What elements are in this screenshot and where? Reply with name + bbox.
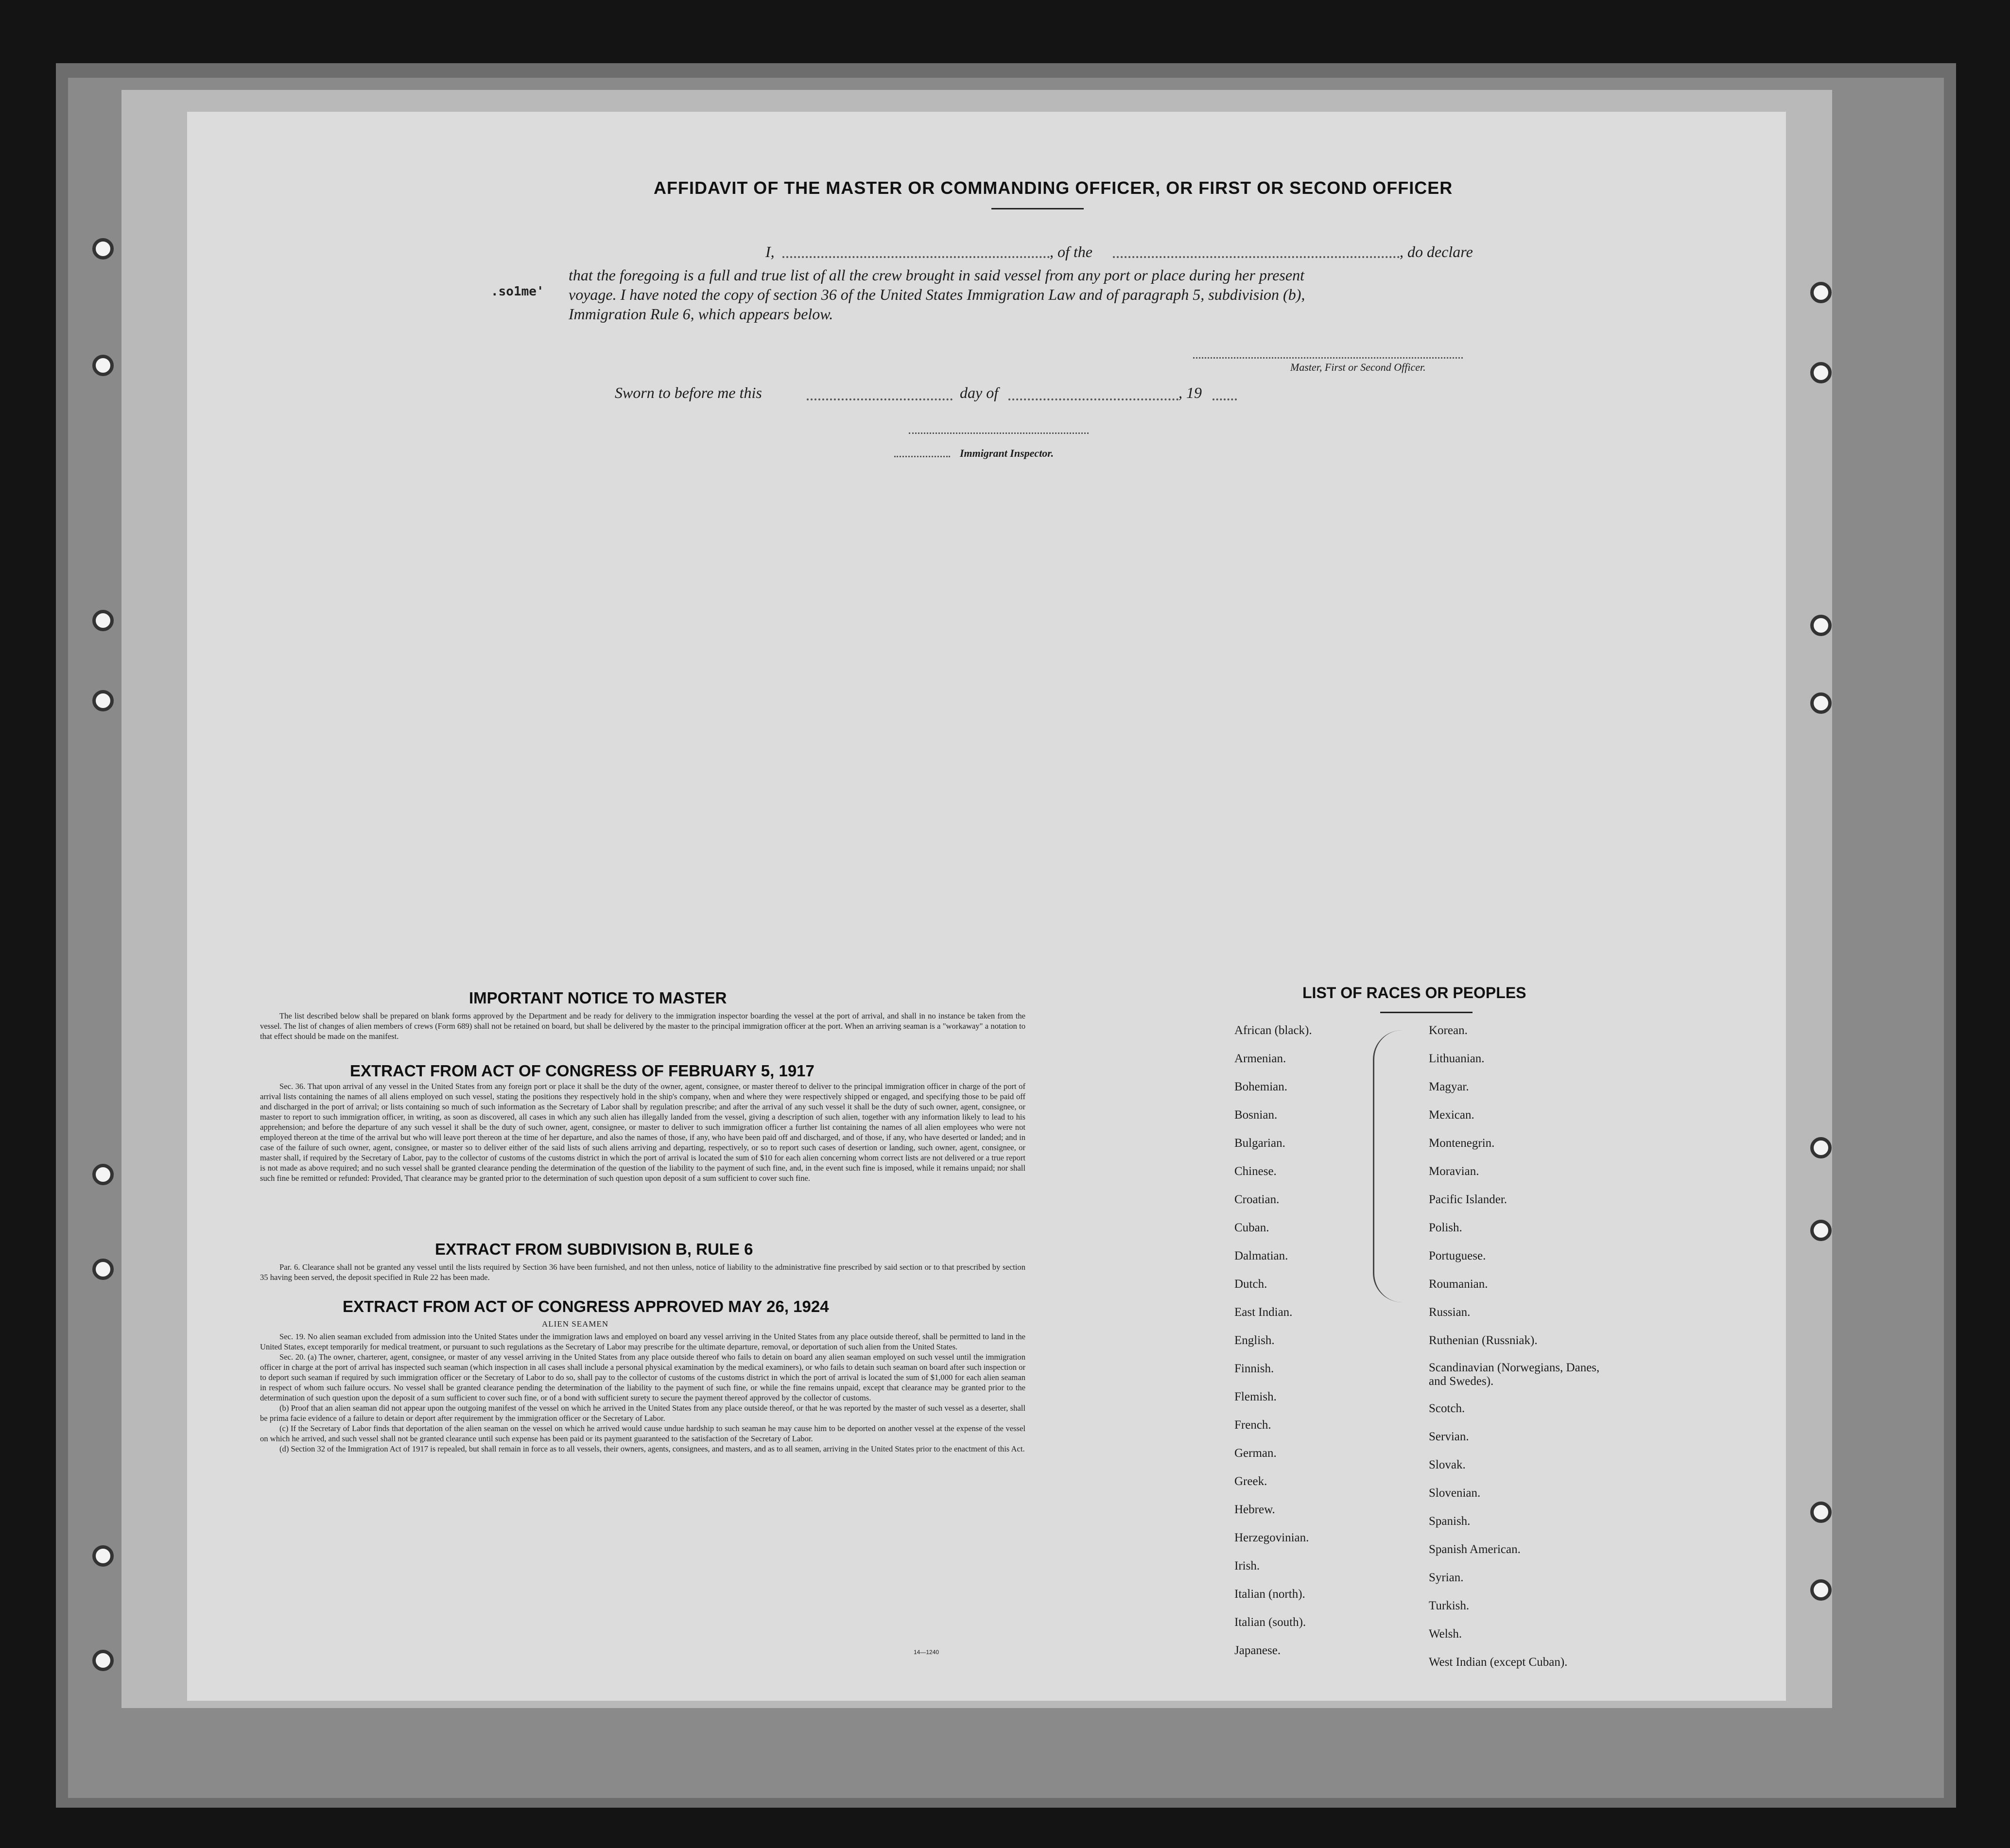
race-item: Bulgarian.	[1234, 1137, 1285, 1150]
race-item: Servian.	[1429, 1430, 1469, 1443]
race-item: East Indian.	[1234, 1306, 1293, 1319]
affidavit-line3: voyage. I have noted the copy of section 36 of the United States Immigration Law and of paragraph 5, subdivision (b),	[569, 286, 1305, 303]
binder-hole-icon	[92, 610, 114, 631]
binder-hole-icon	[1810, 282, 1832, 303]
binder-hole-icon	[1810, 615, 1832, 636]
inspector-blank-short[interactable]	[894, 456, 950, 457]
race-item: Mexican.	[1429, 1108, 1474, 1122]
race-item: Lithuanian.	[1429, 1052, 1485, 1065]
binder-hole-icon	[92, 1650, 114, 1671]
margin-stamp: .so1me'	[491, 284, 544, 299]
race-item: Chinese.	[1234, 1165, 1277, 1178]
race-item: Dalmatian.	[1234, 1249, 1288, 1262]
race-item: Finnish.	[1234, 1362, 1274, 1375]
sworn-day-of: day of	[960, 384, 999, 401]
race-item: German.	[1234, 1447, 1277, 1460]
race-item: Scandinavian (Norwegians, Danes, and Swedes).	[1429, 1361, 1600, 1388]
race-item: Magyar.	[1429, 1080, 1469, 1093]
alien-seamen-subtitle: ALIEN SEAMEN	[542, 1319, 609, 1329]
binder-hole-icon	[92, 690, 114, 711]
affidavit-line2: that the foregoing is a full and true list of all the crew brought in said vessel from any port or place during her present	[569, 266, 1304, 284]
race-item: Roumanian.	[1429, 1278, 1488, 1291]
inspector-label: Immigrant Inspector.	[960, 447, 1054, 459]
extract-1917-text: Sec. 36. That upon arrival of any vessel in the United States from any foreign port or place it shall be the duty of the owner, agent, consignee, or master thereof to deliver to the principal immigration officer in charge of the port of arrival lists containing the names of all aliens employed on such vessel, stating the positions they respectively hold in the ship's company, when and where they were respectively shipped or engaged, and specifying those to be paid off and discharged in the port of arrival; or lists containing so much of such information as the Secretary of Labor shall by regulation prescribe; and after the arrival of any such vessel it shall be the duty of such owner, agent, consignee, or master to report to such immigration officer, in writing, as soon as discovered, all cases in which any such alien has illegally landed from the vessel, giving a description of such alien, together with any information likely to lead to his apprehension; and before the departure of any such vessel it shall be the duty of such owner, agent, consignee, or master to deliver to such immigration officer a further list containing the names of all alien employees who were not employed thereon at the time of the arrival but who will leave port thereon at the time of her departure, and also the names of those, if any, who have been paid off and discharged, and of those, if any, who have deserted or landed; and in case of the failure of such owner, agent, consignee, or master so to deliver either of the said lists of such aliens arriving and departing, respectively, or so to report such cases of desertion or landing, such owner, agent, consignee, or master shall, if required by the Secretary of Labor, pay to the collector of customs of the customs district in which the port of arrival is located the sum of $10 for each alien concerning whom correct lists are not delivered or a true report is not made as above required; and no such vessel shall be granted clearance pending the determination of the question of the liability to the payment of such fine, and, in the event such fine is imposed, while it remains unpaid; nor shall such fine be remitted or refunded: Provided, That clearance may be granted prior to the determination of such question upon deposit of a sum sufficient to cover such fine.	[260, 1082, 1025, 1183]
race-item: Moravian.	[1429, 1165, 1479, 1178]
binder-hole-icon	[1810, 362, 1832, 383]
affidavit-of-the: , of the	[1050, 243, 1092, 260]
affidavit-title: AFFIDAVIT OF THE MASTER OR COMMANDING OFFICER, OR FIRST OR SECOND OFFICER	[654, 178, 1453, 198]
race-item: Hebrew.	[1234, 1503, 1275, 1516]
extract-rule6-text: Par. 6. Clearance shall not be granted any vessel until the lists required by Section 36 have been furnished, and not then unless, notice of liability to the administrative fine prescribed by said section or to that prescribed by section 35 having been served, the deposit specified in Rule 22 has been made.	[260, 1262, 1025, 1282]
race-item: Spanish.	[1429, 1515, 1471, 1528]
extract-rule6-title: EXTRACT FROM SUBDIVISION B, RULE 6	[435, 1240, 753, 1258]
form-code: 14—1240	[914, 1649, 939, 1656]
race-item: Croatian.	[1234, 1193, 1280, 1206]
binder-hole-icon	[92, 1259, 114, 1280]
race-item: Dutch.	[1234, 1278, 1267, 1291]
binder-hole-icon	[1810, 1579, 1832, 1601]
signature-blank[interactable]	[1193, 357, 1463, 359]
race-item: French.	[1234, 1418, 1271, 1432]
race-item: Bohemian.	[1234, 1080, 1288, 1093]
race-item: Irish.	[1234, 1559, 1260, 1572]
race-item: Japanese.	[1234, 1644, 1281, 1657]
races-title-rule	[1380, 1012, 1473, 1013]
binder-hole-icon	[92, 355, 114, 376]
race-item: Ruthenian (Russniak).	[1429, 1334, 1538, 1347]
race-item: Welsh.	[1429, 1627, 1462, 1641]
binder-hole-icon	[1810, 692, 1832, 714]
race-item: Pacific Islander.	[1429, 1193, 1508, 1206]
sworn-year-blank[interactable]	[1213, 398, 1237, 400]
race-item: Cuban.	[1234, 1221, 1269, 1234]
race-item: Herzegovinian.	[1234, 1531, 1309, 1544]
affidavit-i: I,	[765, 243, 775, 260]
race-item: Korean.	[1429, 1024, 1468, 1037]
race-item: African (black).	[1234, 1024, 1312, 1037]
extract-1924-text: Sec. 19. No alien seaman excluded from admission into the United States under the immigration laws and employed on board any vessel arriving in the United States from any place outside thereof, shall be permitted to land in the United States, except temporarily for medical treatment, or pursuant to such regulations as the Secretary of Labor may prescribe for the ultimate departure, removal, or deportation of such alien from the United States. Sec. 20. (a) The owner, charterer, agent, consignee, or master of any vessel arriving in the United States from any place outside thereof who fails to detain on board any alien seaman employed on such vessel until the immigration officer in charge at the port of arrival has inspected such seaman (which inspection in all cases shall include a personal physical examination by the medical examiners), or who fails to detain such seaman on board after such inspection or to deport such seaman if required by such immigration officer or the Secretary of Labor to do so, shall pay to the collector of customs of the customs district in which the port of arrival is located the sum of $1,000 for each alien seaman in respect of whom such failure occurs. No vessel shall be granted clearance pending the determination of the liability to the payment of such fine, or while the fine remains unpaid, except that clearance may be granted prior to the determination of such question upon the deposit of a sum sufficient to cover such fine, or of a bond with sufficient surety to secure the payment thereof approved by the collector of customs. (b) Proof that an alien seaman did not appear upon the outgoing manifest of the vessel on which he arrived in the United States from any place outside thereof, or that he was reported by the master of such vessel as a deserter, shall be prima facie evidence of a failure to detain or deport after requirement by the immigration officer or the Secretary of Labor. (c) If the Secretary of Labor finds that deportation of the alien seaman on the vessel on which he arrived would cause undue hardship to such seaman he may cause him to be deported on another vessel at the expense of the vessel on which he arrived, and such vessel shall not be granted clearance until such expense has been paid or its payment guaranteed to the satisfaction of the Secretary of Labor. (d) Section 32 of the Immigration Act of 1917 is repealed, but shall remain in force as to all vessels, their owners, agents, consignees, and masters, and as to all seamen, arriving in the United States prior to the enactment of this Act.	[260, 1332, 1025, 1453]
race-item: Portuguese.	[1429, 1249, 1486, 1262]
extract-1924-title: EXTRACT FROM ACT OF CONGRESS APPROVED MAY 26, 1924	[343, 1297, 829, 1315]
form-page	[187, 112, 1786, 1701]
race-item: Russian.	[1429, 1306, 1471, 1319]
inspector-blank[interactable]	[909, 432, 1089, 434]
race-item: Slovenian.	[1429, 1486, 1481, 1500]
affidavit-line4: Immigration Rule 6, which appears below.	[569, 305, 833, 323]
races-left-list	[1234, 1023, 1312, 1671]
binder-hole-icon	[92, 1545, 114, 1567]
sworn-prefix: Sworn to before me this	[615, 384, 762, 401]
race-item: Greek.	[1234, 1475, 1267, 1488]
race-item: Flemish.	[1234, 1390, 1277, 1403]
sworn-year: , 19	[1178, 384, 1202, 401]
race-item: West Indian (except Cuban).	[1429, 1656, 1568, 1669]
binder-hole-icon	[1810, 1220, 1832, 1241]
notice-title: IMPORTANT NOTICE TO MASTER	[469, 989, 727, 1007]
name-blank[interactable]	[782, 256, 1050, 258]
race-item: Turkish.	[1429, 1599, 1470, 1612]
vessel-blank[interactable]	[1113, 256, 1400, 258]
binder-hole-icon	[1810, 1137, 1832, 1158]
bracket-decoration	[1373, 1030, 1408, 1302]
binder-hole-icon	[1810, 1502, 1832, 1523]
extract-1917-title: EXTRACT FROM ACT OF CONGRESS OF FEBRUARY 5, 1917	[350, 1062, 814, 1080]
race-item: Spanish American.	[1429, 1543, 1521, 1556]
race-item: Scotch.	[1429, 1402, 1465, 1415]
binder-hole-icon	[92, 1164, 114, 1185]
race-item: English.	[1234, 1334, 1275, 1347]
race-item: Italian (north).	[1234, 1588, 1305, 1601]
race-item: Polish.	[1429, 1221, 1462, 1234]
race-item: Syrian.	[1429, 1571, 1464, 1584]
title-rule	[991, 208, 1084, 209]
affidavit-declare: , do declare	[1400, 243, 1473, 260]
race-item: Slovak.	[1429, 1458, 1466, 1471]
races-right-list	[1429, 1023, 1604, 1683]
race-item: Armenian.	[1234, 1052, 1286, 1065]
sworn-month-blank[interactable]	[1008, 398, 1178, 400]
race-item: Bosnian.	[1234, 1108, 1278, 1122]
notice-text: The list described below shall be prepared on blank forms approved by the Department and be ready for delivery to the immigration inspector boarding the vessel at the port of arrival, and shall in no instance be taken from the vessel. The list of changes of alien members of crews (Form 689) shall not be retained on board, but shall be delivered by the master to the principal immigration officer at the port. When an arriving seaman is a "workaway" a notation to that effect should be made on the manifest.	[260, 1011, 1025, 1041]
sworn-day-blank[interactable]	[807, 398, 953, 400]
race-item: Montenegrin.	[1429, 1137, 1495, 1150]
signature-label: Master, First or Second Officer.	[1290, 361, 1426, 373]
race-item: Italian (south).	[1234, 1616, 1306, 1629]
races-title: LIST OF RACES OR PEOPLES	[1302, 984, 1526, 1002]
binder-hole-icon	[92, 238, 114, 259]
